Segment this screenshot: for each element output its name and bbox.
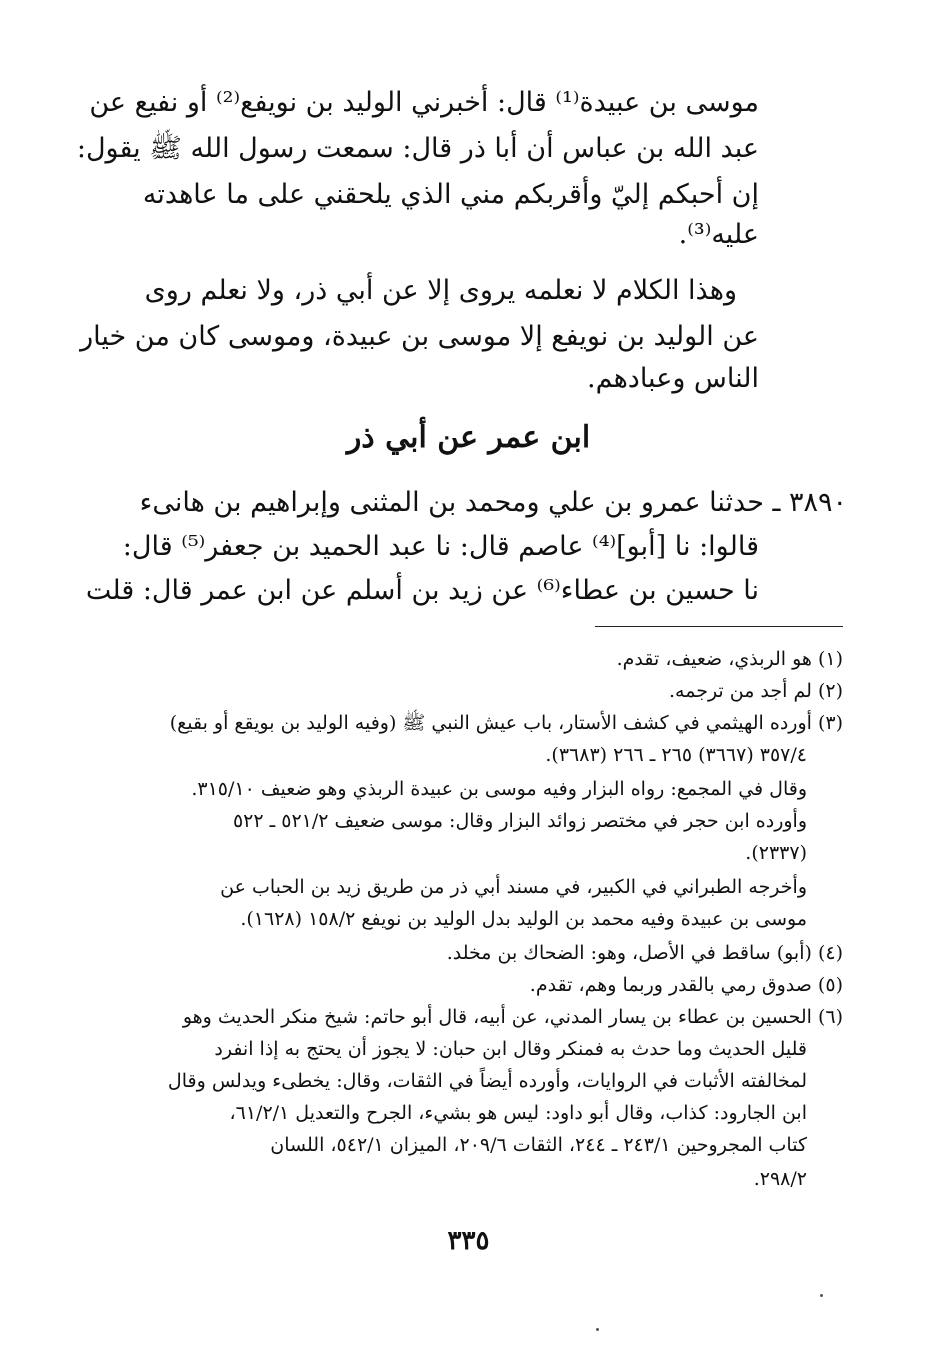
footnote-line: كتاب المجروحين ٢٤٣/١ ـ ٢٤٤، الثقات ٢٠٩/٦، الميزان ٥٤٢/١، اللسان [270, 1134, 807, 1156]
footnote-line: لمخالفته الأثبات في الروايات، وأورده أيضاً في الثقات، وقال: يخطىء ويدلس وقال [167, 1070, 807, 1092]
footnote-separator [595, 626, 843, 627]
text-line: وهذا الكلام لا نعلمه يروى إلا عن أبي ذر، ولا نعلم روى [144, 275, 737, 306]
text-line: موسى بن عبيدة⁽¹⁾ قال: أخبرني الوليد بن نويفع⁽²⁾ أو نفيع عن [89, 87, 759, 118]
hadith-line: نا حسين بن عطاء⁽⁶⁾ عن زيد بن أسلم عن ابن عمر قال: قلت [85, 575, 759, 606]
footnote-line: ابن الجارود: كذاب، وقال أبو داود: ليس هو بشيء، الجرح والتعديل ٦١/٢/١، [229, 1102, 807, 1124]
text-line: الناس وعبادهم. [587, 363, 759, 394]
scan-speck [820, 1294, 823, 1297]
text-line: إن أحبكم إليّ وأقربكم مني الذي يلحقني على ما عاهدته [142, 179, 759, 210]
footnote-line: (٢٣٣٧). [745, 842, 807, 864]
footnote-line: (٢) لم أجد من ترجمه. [668, 680, 843, 702]
footnote-line: ٣٥٧/٤ (٣٦٦٧) ٢٦٥ ـ ٢٦٦ (٣٦٨٣). [545, 744, 807, 766]
footnote-line: قليل الحديث وما حدث به فمنكر وقال ابن حبان: لا يجوز أن يحتج به إذا انفرد [214, 1038, 807, 1060]
footnote-line: وأخرجه الطبراني في الكبير، في مسند أبي ذر من طريق زيد بن الحباب عن [220, 876, 807, 898]
scan-speck [596, 1328, 599, 1331]
footnote-line: وأورده ابن حجر في مختصر زوائد البزار وقال: موسى ضعيف ٥٢١/٢ ـ ٥٢٢ [232, 810, 807, 832]
hadith-line: قالوا: نا [أبو]⁽⁴⁾ عاصم قال: نا عبد الحميد بن جعفر⁽⁵⁾ قال: [122, 531, 759, 562]
footnote-line: (١) هو الربذي، ضعيف، تقدم. [616, 648, 843, 670]
section-heading: ابن عمر عن أبي ذر [346, 420, 591, 455]
page-number: ٣٣٥ [447, 1226, 490, 1256]
text-line: عن الوليد بن نويفع إلا موسى بن عبيدة، وموسى كان من خيار [80, 321, 759, 352]
footnote-line: (٣) أورده الهيثمي في كشف الأستار، باب عيش النبي ﷺ (وفيه الوليد بن بويقع أو بقيع) [169, 712, 843, 734]
text-line: عليه⁽³⁾. [678, 219, 759, 250]
footnote-line: ٢٩٨/٢. [753, 1168, 807, 1190]
footnote-line: (٥) صدوق رمي بالقدر وربما وهم، تقدم. [529, 974, 843, 996]
hadith-line: ٣٨٩٠ ـ حدثنا عمرو بن علي ومحمد بن المثنى وإبراهيم بن هانىء [139, 487, 847, 518]
footnote-line: وقال في المجمع: رواه البزار وفيه موسى بن عبيدة الربذي وهو ضعيف ٣١٥/١٠. [191, 778, 807, 800]
footnote-line: (٦) الحسين بن عطاء بن يسار المدني، عن أبيه، قال أبو حاتم: شيخ منكر الحديث وهو [182, 1006, 843, 1028]
footnote-line: موسى بن عبيدة وفيه محمد بن الوليد بدل الوليد بن نويفع ١٥٨/٢ (١٦٢٨). [240, 908, 807, 930]
footnote-line: (٤) (أبو) ساقط في الأصل، وهو: الضحاك بن مخلد. [446, 942, 843, 964]
text-line: عبد الله بن عباس أن أبا ذر قال: سمعت رسول الله ﷺ يقول: [76, 133, 759, 164]
